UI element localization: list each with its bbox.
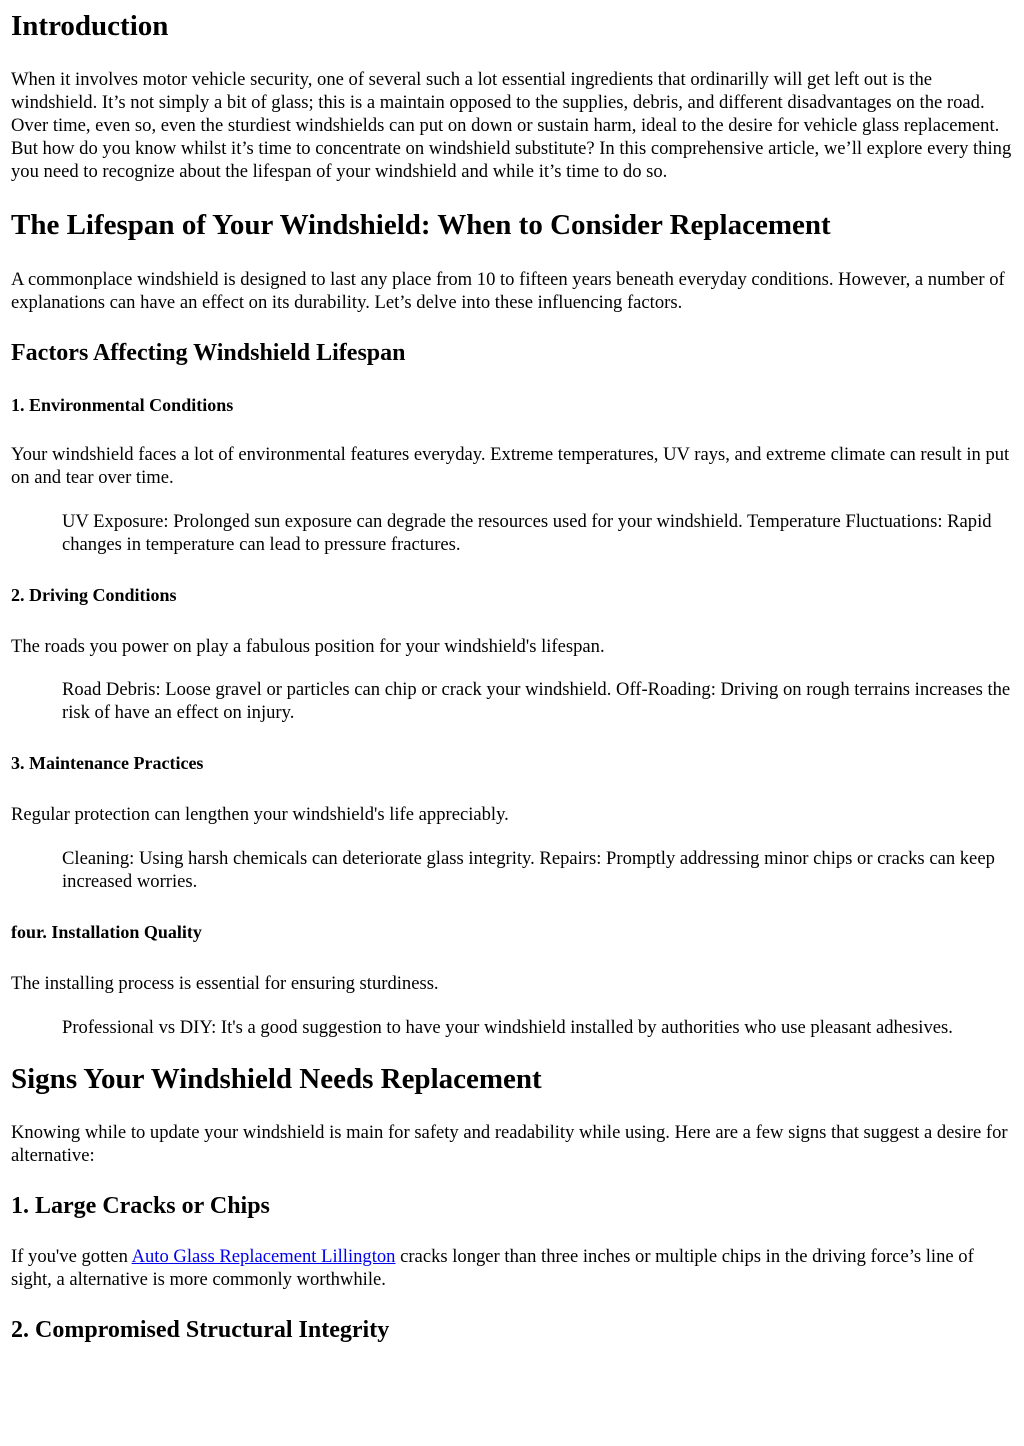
list-item: Professional vs DIY: It's a good suggestion to have your windshield installed by authorities who use pleasant adhesives. [62,1017,953,1038]
lifespan-heading: The Lifespan of Your Windshield: When to Consider Replacement [11,209,831,241]
lifespan-paragraph: A commonplace windshield is designed to last any place from 10 to fifteen years beneath everyday conditions. However, a number of explanations can have an effect on its durability. Let’s delve into these influencing factors. [11,269,1005,313]
signs-heading: Signs Your Windshield Needs Replacement [11,1063,542,1095]
cracks-text-after: cracks longer than three inches or multiple chips in the driving force’s line of sight, a alternative is more commonly worthwhile. [11,1246,974,1290]
intro-heading: Introduction [11,10,169,42]
maintenance-list [11,847,1012,893]
cracks-heading: 1. Large Cracks or Chips [11,1193,270,1219]
environmental-list [11,510,1012,556]
factors-heading: Factors Affecting Windshield Lifespan [11,340,406,366]
intro-paragraph: When it involves motor vehicle security, one of several such a lot essential ingredients that ordinarilly will get left out is the windshield. It’s not simply a bit of glass; this is a maintain opposed to the supplies, debris, and different disadvantages on the road. Over time, even so, even the sturdiest windshields can put on down or sustain harm, ideal to the desire for vehicle glass replacement. But how do you know whilst it’s time to concentrate on windshield substitute? In this comprehensive article, we’ll explore every thing you need to recognize about the lifespan of your windshield and while it’s time to do so. [11,69,1012,182]
environmental-paragraph: Your windshield faces a lot of environmental features everyday. Extreme temperatures, UV rays, and extreme climate can result in put on and tear over time. [11,444,1010,488]
cracks-paragraph [11,1245,1012,1291]
driving-list [11,678,1012,724]
maintenance-heading: 3. Maintenance Practices [11,753,204,773]
environmental-heading: 1. Environmental Conditions [11,395,234,415]
driving-heading: 2. Driving Conditions [11,585,177,605]
structural-heading: 2. Compromised Structural Integrity [11,1317,390,1343]
installation-paragraph: The installing process is essential for ensuring sturdiness. [11,973,439,994]
signs-paragraph: Knowing while to update your windshield is main for safety and readability while using. Here are a few signs that suggest a desire for alternative: [11,1122,1008,1166]
list-item: Road Debris: Loose gravel or particles can chip or crack your windshield. Off-Roading: Driving on rough terrains increases the risk of have an effect on injury. [62,679,1011,723]
installation-heading: four. Installation Quality [11,922,202,942]
cracks-text-before: If you've gotten [11,1246,132,1267]
list-item: UV Exposure: Prolonged sun exposure can degrade the resources used for your windshield. Temperature Fluctuations: Rapid changes in temperature can lead to pressure fractures. [62,511,992,555]
driving-paragraph: The roads you power on play a fabulous position for your windshield's lifespan. [11,636,605,657]
maintenance-paragraph: Regular protection can lengthen your windshield's life appreciably. [11,804,509,825]
auto-glass-replacement-link[interactable]: Auto Glass Replacement Lillington [131,1246,396,1267]
list-item: Cleaning: Using harsh chemicals can deteriorate glass integrity. Repairs: Promptly addressing minor chips or cracks can keep increased worries. [62,848,995,892]
installation-list [11,1016,1012,1039]
